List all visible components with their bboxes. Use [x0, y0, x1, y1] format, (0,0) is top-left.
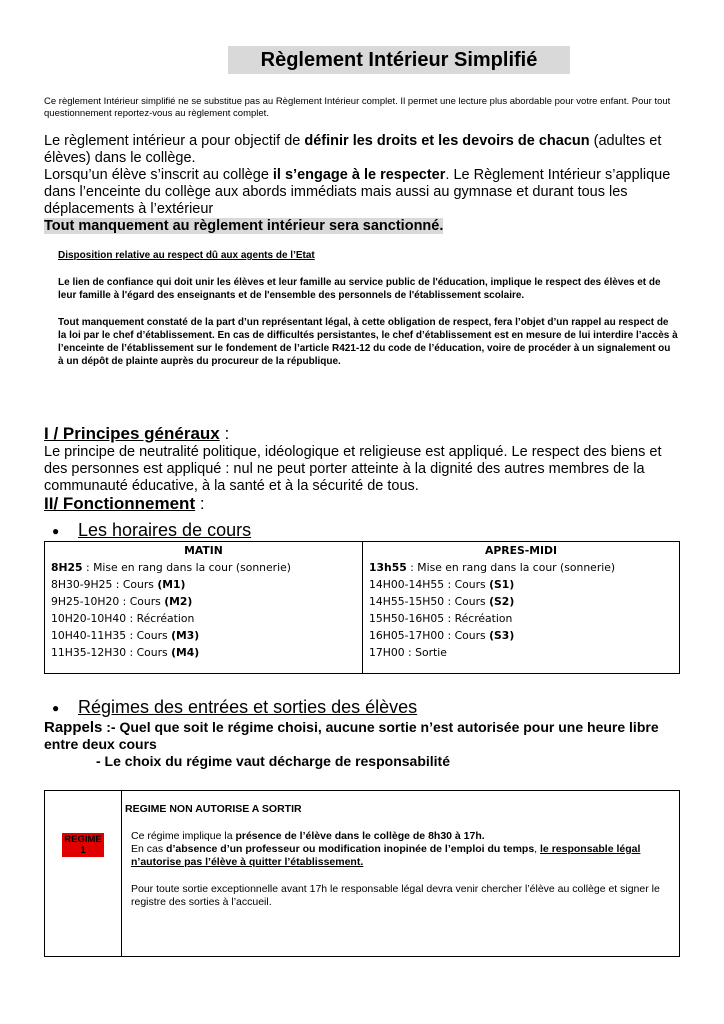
intro-paragraph: [44, 133, 680, 235]
regime-1-label-cell: [45, 791, 122, 956]
schedule-time: 15H50-16H05: [369, 612, 445, 625]
schedule-activity: : Récréation: [126, 612, 195, 625]
schedule-activity: : Cours: [444, 578, 490, 591]
rappels-line-1: [44, 719, 680, 753]
section-label: I / Principes généraux: [44, 424, 220, 443]
schedule-activity: : Cours: [444, 629, 490, 642]
schedule-time: 8H25: [51, 561, 83, 574]
section-colon: :: [219, 424, 230, 443]
schedule-row: [369, 610, 673, 627]
regime-1-title: REGIME NON AUTORISE A SORTIR: [125, 803, 302, 815]
intro-line-1: [44, 133, 680, 167]
schedule-activity: : Mise en rang dans la cour (sonnerie): [406, 561, 616, 574]
schedule-row: [51, 644, 356, 661]
schedule-course-code: (M3): [171, 629, 200, 642]
schedule-column-matin: [45, 542, 362, 673]
intro-text: Le règlement intérieur a pour objectif de: [44, 133, 305, 149]
schedule-activity: : Mise en rang dans la cour (sonnerie): [82, 561, 291, 574]
rappels-block: [44, 719, 680, 770]
schedule-course-code: (M4): [171, 646, 200, 659]
schedule-activity: : Cours: [444, 595, 490, 608]
regime-text: En cas: [131, 843, 167, 855]
regime-tag-line: 1: [80, 845, 86, 856]
regime-emphasis: présence de l’élève dans le collège de 8h30 à 17h.: [235, 830, 485, 842]
schedule-time: 17H00: [369, 646, 405, 659]
schedule-row: [369, 576, 673, 593]
section-colon: :: [195, 494, 205, 513]
schedule-activity: : Cours: [126, 629, 172, 642]
regime-text: ,: [534, 843, 541, 855]
schedule-row: [369, 593, 673, 610]
schedule-column-apresmidi: [362, 542, 679, 673]
schedule-activity: : Cours: [119, 595, 165, 608]
schedule-activity: : Cours: [112, 578, 158, 591]
schedule-course-code: (S2): [489, 595, 515, 608]
intro-line-3: [44, 218, 680, 235]
disposition-title: Disposition relative au respect dû aux agents de l’Etat: [58, 250, 315, 261]
schedule-time: 8H30-9H25: [51, 578, 113, 591]
schedule-time: 16H05-17H00: [369, 629, 445, 642]
heading-horaires: [52, 519, 251, 542]
schedule-time: 13h55: [369, 561, 407, 574]
sanction-warning: Tout manquement au règlement intérieur sera sanctionné.: [44, 218, 444, 234]
regime-1-content: [125, 803, 670, 923]
schedule-course-code: (S1): [489, 578, 515, 591]
bullet-icon: ●: [52, 524, 60, 539]
intro-emphasis: il s’engage à le respecter: [272, 167, 446, 183]
schedule-time: 10H20-10H40: [51, 612, 127, 625]
section-heading-fonctionnement: [44, 494, 205, 514]
schedule-row: [51, 610, 356, 627]
schedule-course-code: (M2): [164, 595, 193, 608]
schedule-row: [51, 576, 356, 593]
section-heading-principes: [44, 424, 229, 444]
regime-tag-line: REGIME: [64, 834, 102, 845]
intro-emphasis: définir les droits et les devoirs de chacun: [304, 133, 590, 149]
regime-underlined: le responsable légal n’autorise pas l’élève à quitter l’établissement.: [131, 843, 641, 868]
schedule-row: [51, 593, 356, 610]
bullet-icon: ●: [52, 701, 60, 716]
intro-text: . Le Règlement Intérieur s’applique dans l’enceinte du collège aux abords immédiats mais aussi au gymnase et durant tous les déplacements à l’extérieur: [44, 167, 671, 217]
heading-text: Les horaires de cours: [78, 520, 252, 540]
schedule-activity: : Cours: [126, 646, 172, 659]
principes-text: Le principe de neutralité politique, idéologique et religieuse est appliqué. Le respect des biens et des personnes est appliqué : nul ne peut porter atteinte à la dignité des autres membres de la communauté éducative, à la santé et à la sécurité de tous.: [44, 444, 662, 494]
column-header: MATIN: [184, 544, 223, 557]
intro-text: Lorsqu’un élève s’inscrit au collège: [44, 167, 273, 183]
regime-1-paragraph-1: [131, 830, 670, 869]
section-label: II/ Fonctionnement: [44, 494, 196, 513]
schedule-row: [369, 644, 673, 661]
schedule-row: [51, 627, 356, 644]
schedule-time: 14H55-15H50: [369, 595, 445, 608]
disposition-paragraph-1: Le lien de confiance qui doit unir les élèves et leur famille au service public de l'éducation, implique le respect des élèves et de leur famille à l'égard des enseignants et de l'ensemble des personnels de l'établissement scolaire.: [58, 277, 661, 301]
schedule-row: [369, 627, 673, 644]
disposition-paragraph-2: Tout manquement constaté de la part d’un représentant légal, à cette obligation de respect, fera l’objet d’un rappel au respect de la loi par le chef d’établissement. En cas de difficultés persistantes, le chef d’établissement est en mesure de lui interdire l’accès à l’enceinte de l’établissement sur le fondement de l’article R421-12 du code de l’éducation, voire de procéder à un signalement ou à un dépôt de plainte auprès du procureur de la république.: [58, 317, 678, 367]
rappels-line-2: - Le choix du régime vaut décharge de responsabilité: [96, 753, 450, 769]
schedule-activity: : Récréation: [444, 612, 513, 625]
regime-1-paragraph-2: Pour toute sortie exceptionnelle avant 17h le responsable légal devra venir chercher l’élève au collège et signer le registre des sorties à l’accueil.: [131, 883, 660, 908]
intro-disclaimer: Ce règlement Intérieur simplifié ne se substitue pas au Règlement Intérieur complet. Il permet une lecture plus abordable pour votre enfant. Pour tout questionnement reportez-vous au règlement complet.: [44, 96, 671, 119]
regime-emphasis: d’absence d’un professeur ou modification inopinée de l’emploi du temps: [166, 843, 535, 855]
schedule-time: 10H40-11H35: [51, 629, 127, 642]
intro-line-2: [44, 167, 680, 218]
regime-text: Ce régime implique la: [131, 830, 236, 842]
heading-regimes: [52, 696, 417, 719]
schedule-table: [44, 541, 680, 674]
rappels-label: Rappels: [44, 719, 103, 736]
schedule-course-code: (M1): [157, 578, 186, 591]
disposition-block: [58, 249, 678, 382]
column-header: APRES-MIDI: [485, 544, 557, 557]
page-title: Règlement Intérieur Simplifié: [228, 46, 570, 74]
schedule-time: 9H25-10H20: [51, 595, 120, 608]
intro-text: (adultes et élèves) dans le collège.: [44, 133, 662, 166]
heading-text: Régimes des entrées et sorties des élèves: [78, 697, 418, 717]
schedule-time: 14H00-14H55: [369, 578, 445, 591]
rappels-text: :- Quel que soit le régime choisi, aucune sortie n’est autorisée pour une heure libre entre deux cours: [44, 719, 659, 752]
schedule-row: [51, 559, 356, 576]
schedule-rows: [369, 559, 673, 661]
regime-1-tag: [62, 833, 104, 857]
schedule-time: 11H35-12H30: [51, 646, 127, 659]
regime-1-box: [44, 790, 680, 957]
schedule-course-code: (S3): [489, 629, 515, 642]
schedule-rows: [51, 559, 356, 661]
schedule-activity: : Sortie: [404, 646, 447, 659]
schedule-row: [369, 559, 673, 576]
